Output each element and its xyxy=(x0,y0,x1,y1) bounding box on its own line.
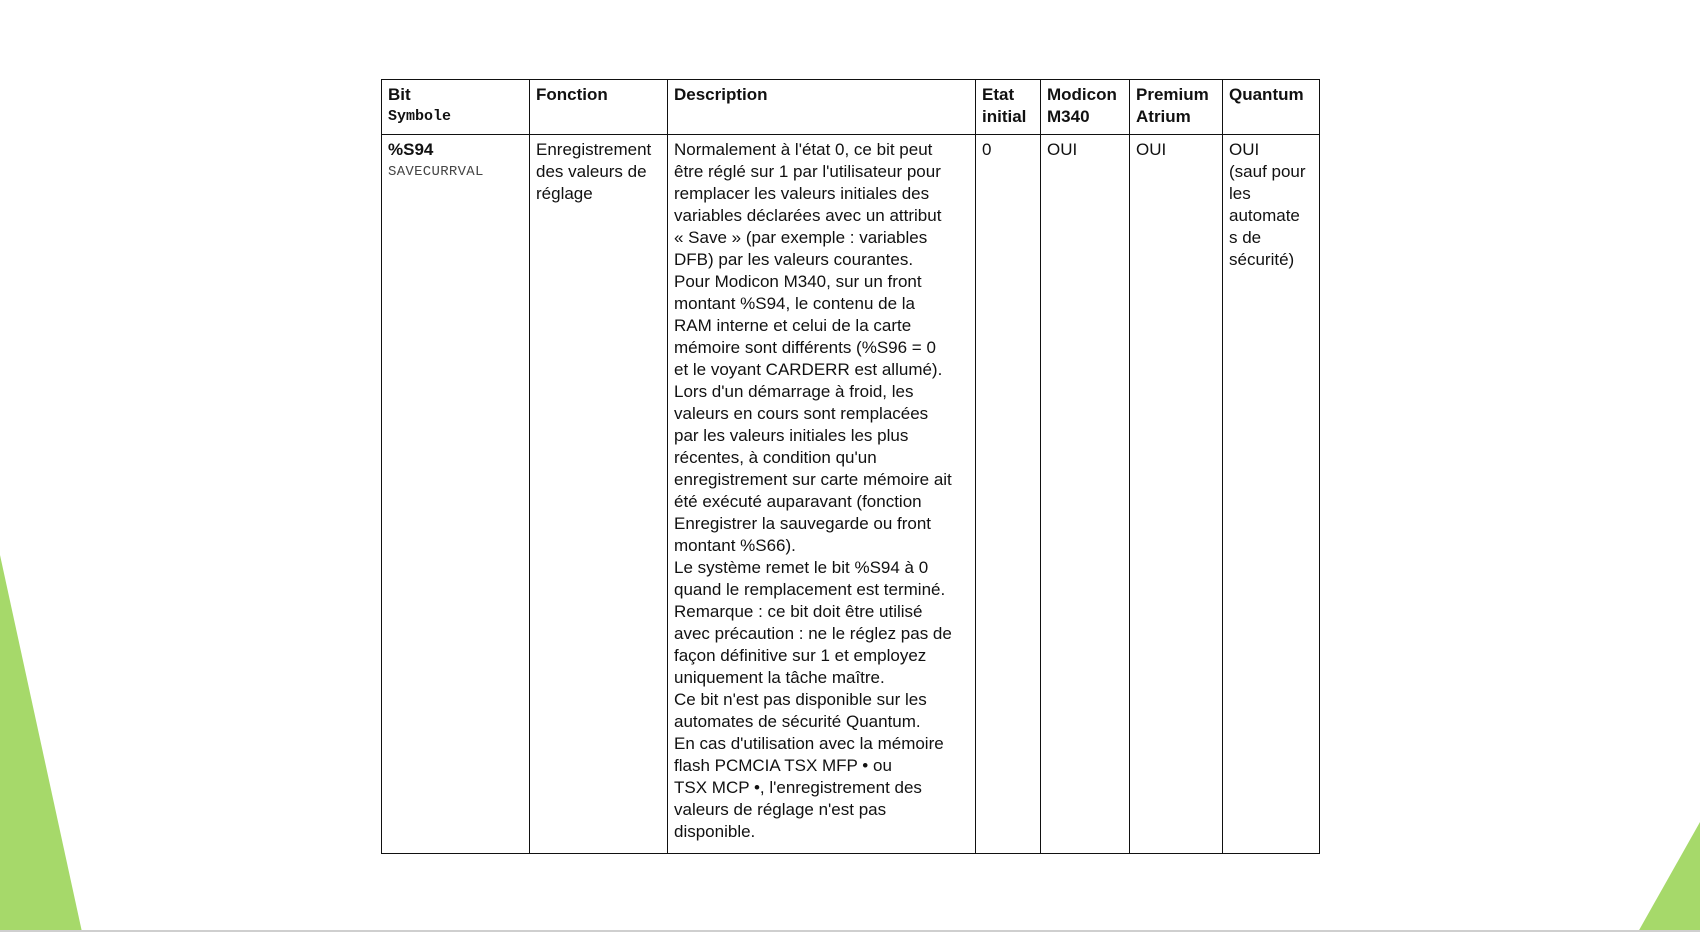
description-line: Remarque : ce bit doit être utilisé xyxy=(674,602,923,621)
quantum-line: (sauf pour xyxy=(1229,162,1306,181)
description-line: « Save » (par exemple : variables xyxy=(674,228,928,247)
cell-quantum xyxy=(1223,135,1320,854)
header-modicon-line1: Modicon xyxy=(1047,85,1117,104)
description-line: variables déclarées avec un attribut xyxy=(674,206,942,225)
header-bit-symbole xyxy=(382,80,530,135)
header-premium-line2: Atrium xyxy=(1136,107,1191,126)
table-row xyxy=(382,135,1320,854)
description-line: Ce bit n'est pas disponible sur les xyxy=(674,690,927,709)
quantum-line: les xyxy=(1229,184,1251,203)
quantum-line: OUI xyxy=(1229,140,1260,159)
description-line: En cas d'utilisation avec la mémoire xyxy=(674,734,944,753)
description-line: Normalement à l'état 0, ce bit peut xyxy=(674,140,933,159)
description-line: montant %S94, le contenu de la xyxy=(674,294,915,313)
header-quantum: Quantum xyxy=(1223,80,1320,135)
header-fonction: Fonction xyxy=(530,80,668,135)
green-triangle-right xyxy=(1638,822,1700,932)
header-etat-line2: initial xyxy=(982,107,1027,126)
description-line: été exécuté auparavant (fonction xyxy=(674,492,922,511)
bit-id: %S94 xyxy=(388,140,434,159)
description-line: par les valeurs initiales les plus xyxy=(674,426,909,445)
description-line: valeurs de réglage n'est pas xyxy=(674,800,887,819)
header-etat-line1: Etat xyxy=(982,85,1015,104)
header-modicon xyxy=(1041,80,1130,135)
description-line: façon définitive sur 1 et employez xyxy=(674,646,927,665)
cell-etat-initial: 0 xyxy=(976,135,1041,854)
green-triangle-left xyxy=(0,555,82,932)
description-line: montant %S66). xyxy=(674,536,796,555)
fonction-line: des valeurs de xyxy=(536,162,647,181)
cell-modicon: OUI xyxy=(1041,135,1130,854)
description-line: automates de sécurité Quantum. xyxy=(674,712,921,731)
description-line: être réglé sur 1 par l'utilisateur pour xyxy=(674,162,941,181)
description-line: TSX MCP •, l'enregistrement des xyxy=(674,778,922,797)
header-modicon-line2: M340 xyxy=(1047,107,1090,126)
description-line: récentes, à condition qu'un xyxy=(674,448,877,467)
description-line: enregistrement sur carte mémoire ait xyxy=(674,470,952,489)
cell-bit xyxy=(382,135,530,854)
header-symbole: Symbole xyxy=(388,108,452,125)
description-line: disponible. xyxy=(674,822,756,841)
quantum-line: s de xyxy=(1229,228,1262,247)
system-bits-table xyxy=(381,79,1320,854)
description-line: flash PCMCIA TSX MFP • ou xyxy=(674,756,892,775)
header-premium xyxy=(1130,80,1223,135)
header-description: Description xyxy=(668,80,976,135)
description-line: valeurs en cours sont remplacées xyxy=(674,404,929,423)
header-row xyxy=(382,80,1320,135)
cell-fonction xyxy=(530,135,668,854)
quantum-line: sécurité) xyxy=(1229,250,1295,269)
header-etat-initial xyxy=(976,80,1041,135)
description-line: Pour Modicon M340, sur un front xyxy=(674,272,922,291)
cell-description xyxy=(668,135,976,854)
description-line: avec précaution : ne le réglez pas de xyxy=(674,624,952,643)
description-line: Enregistrer la sauvegarde ou front xyxy=(674,514,932,533)
description-line: remplacer les valeurs initiales des xyxy=(674,184,930,203)
description-line: mémoire sont différents (%S96 = 0 xyxy=(674,338,936,357)
description-line: et le voyant CARDERR est allumé). xyxy=(674,360,943,379)
description-line: uniquement la tâche maître. xyxy=(674,668,885,687)
fonction-line: Enregistrement xyxy=(536,140,652,159)
description-line: quand le remplacement est terminé. xyxy=(674,580,946,599)
description-line: Lors d'un démarrage à froid, les xyxy=(674,382,914,401)
description-line: Le système remet le bit %S94 à 0 xyxy=(674,558,929,577)
description-line: RAM interne et celui de la carte xyxy=(674,316,912,335)
header-premium-line1: Premium xyxy=(1136,85,1209,104)
bit-symbol: SAVECURRVAL xyxy=(388,164,484,180)
quantum-line: automate xyxy=(1229,206,1300,225)
cell-premium: OUI xyxy=(1130,135,1223,854)
header-bit: Bit xyxy=(388,85,411,104)
fonction-line: réglage xyxy=(536,184,593,203)
description-line: DFB) par les valeurs courantes. xyxy=(674,250,914,269)
